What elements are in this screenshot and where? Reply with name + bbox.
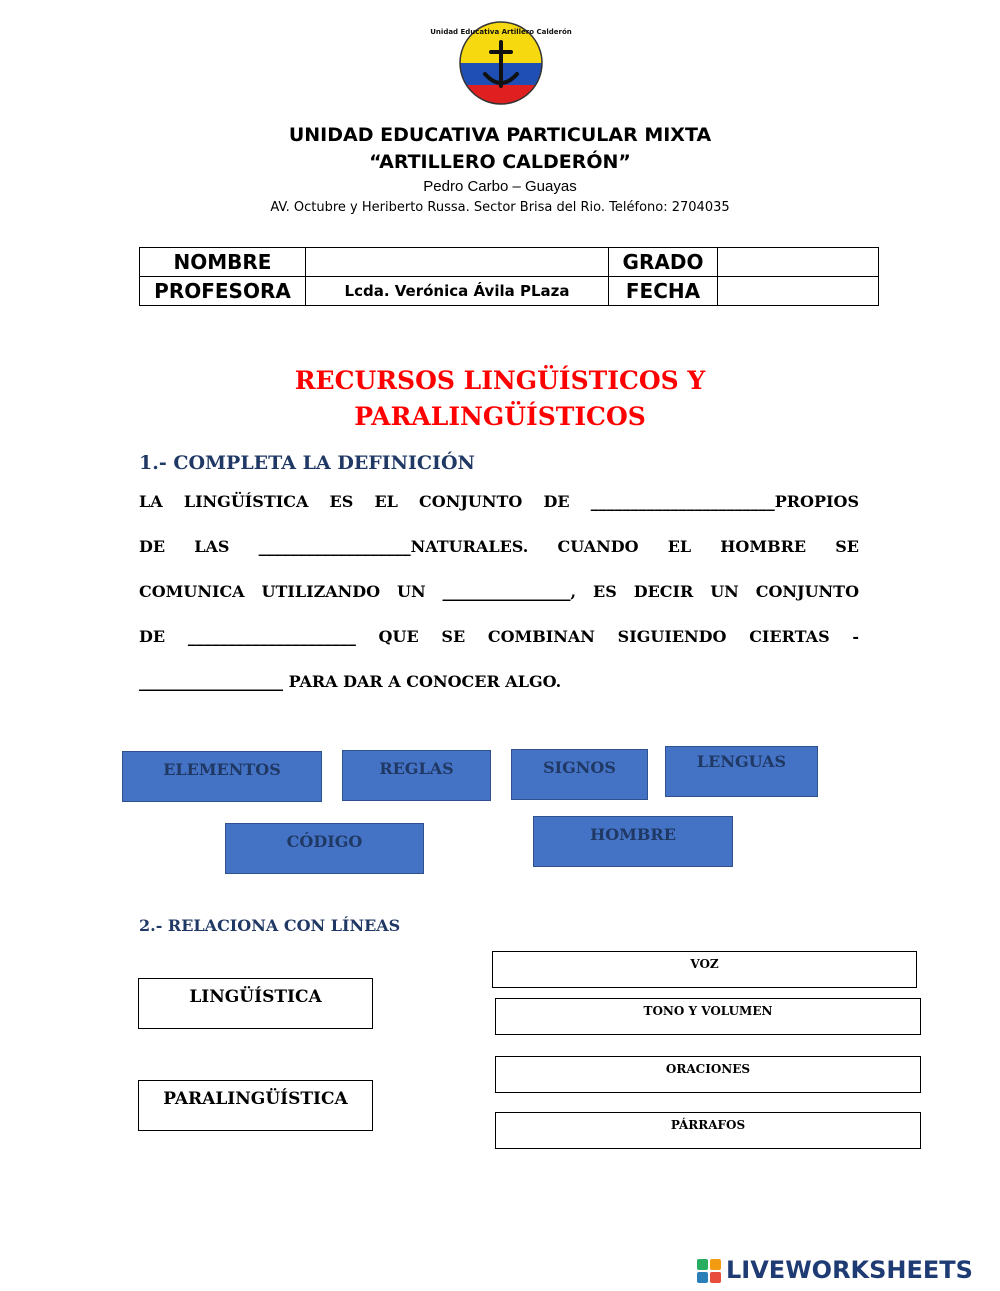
grade-field[interactable]	[718, 248, 879, 277]
word-signos[interactable]: SIGNOS	[511, 749, 648, 800]
logo-text: Unidad Educativa Artillero Calderón	[430, 28, 572, 36]
word-hombre[interactable]: HOMBRE	[533, 816, 733, 867]
school-city: Pedro Carbo – Guayas	[423, 178, 577, 195]
section2-heading: 2.- RELACIONA CON LÍNEAS	[139, 916, 401, 935]
name-field[interactable]	[306, 248, 609, 277]
definition-line-1: LA LINGÜÍSTICA ES EL CONJUNTO DE _______________________PROPIOS	[139, 492, 859, 511]
school-address: AV. Octubre y Heriberto Russa. Sector Brisa del Rio. Teléfono: 2704035	[270, 200, 730, 215]
student-info-table	[139, 247, 879, 306]
school-name-line2: “ARTILLERO CALDERÓN”	[369, 151, 631, 173]
word-codigo[interactable]: CÓDIGO	[225, 823, 424, 874]
worksheet-title-line1: RECURSOS LINGÜÍSTICOS Y	[294, 366, 706, 395]
teacher-label: PROFESORA	[140, 277, 306, 306]
school-name-line1: UNIDAD EDUCATIVA PARTICULAR MIXTA	[288, 124, 712, 146]
word-lenguas[interactable]: LENGUAS	[665, 746, 818, 797]
grade-label: GRADO	[609, 248, 718, 277]
match-right-tono-volumen[interactable]: TONO Y VOLUMEN	[495, 998, 921, 1035]
definition-line-4: DE _____________________ QUE SE COMBINAN SIGUIENDO CIERTAS -	[139, 627, 859, 646]
liveworksheets-icon	[696, 1258, 722, 1284]
definition-line-2: DE LAS ___________________NATURALES. CUANDO EL HOMBRE SE	[139, 537, 859, 556]
match-right-oraciones[interactable]: ORACIONES	[495, 1056, 921, 1093]
match-left-paralinguistica[interactable]: PARALINGÜÍSTICA	[138, 1080, 373, 1131]
section1-heading: 1.- COMPLETA LA DEFINICIÓN	[139, 452, 475, 474]
date-label: FECHA	[609, 277, 718, 306]
definition-line-3: COMUNICA UTILIZANDO UN ________________, ES DECIR UN CONJUNTO	[139, 582, 859, 601]
brand-name: LIVEWORKSHEETS	[726, 1256, 973, 1284]
name-label: NOMBRE	[140, 248, 306, 277]
match-right-parrafos[interactable]: PÁRRAFOS	[495, 1112, 921, 1149]
definition-line-5: __________________ PARA DAR A CONOCER ALGO.	[139, 672, 562, 691]
match-left-linguistica[interactable]: LINGÜÍSTICA	[138, 978, 373, 1029]
match-right-voz[interactable]: VOZ	[492, 951, 917, 988]
date-field[interactable]	[718, 277, 879, 306]
worksheet-title-line2: PARALINGÜÍSTICOS	[354, 402, 646, 431]
word-reglas[interactable]: REGLAS	[342, 750, 491, 801]
liveworksheets-brand	[696, 1254, 996, 1286]
school-logo	[430, 20, 572, 106]
word-elementos[interactable]: ELEMENTOS	[122, 751, 322, 802]
teacher-name: Lcda. Verónica Ávila PLaza	[306, 277, 609, 306]
